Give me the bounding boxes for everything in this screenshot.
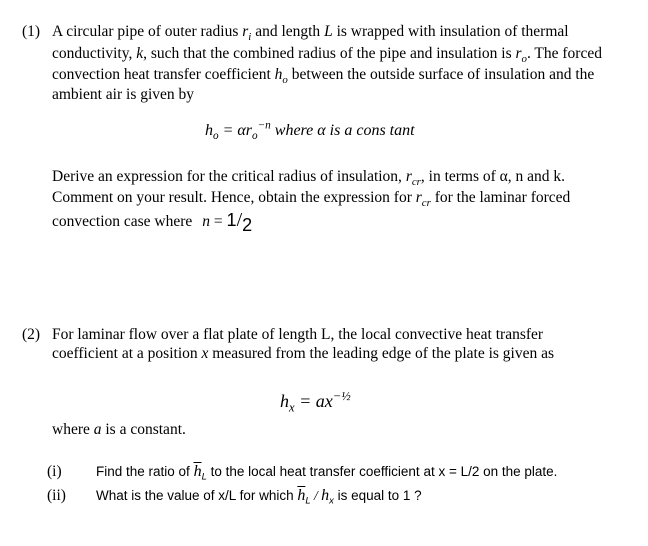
q2-text: coefficient at a position [52, 345, 202, 362]
q2-number [22, 325, 40, 345]
q2-where [52, 420, 186, 440]
eq1-where: where α is a cons tant [270, 122, 415, 139]
eq1-r-sup: −n [257, 119, 271, 132]
hx-sub: x [329, 495, 334, 507]
q1-text: Comment on your result. Hence, obtain the expression for [52, 189, 416, 206]
eq2-rhs: = ax [294, 391, 333, 411]
eq1-r-sub: o [252, 130, 258, 143]
q2-item-i [96, 463, 557, 481]
q1-text: , in terms of α, n and k. [420, 168, 566, 185]
n-den: 2 [242, 215, 253, 235]
q1-derive-line-3: convection case where n = 1/2 [52, 209, 253, 235]
ro-sub: o [521, 53, 527, 66]
eq2-lhs: h [280, 391, 289, 411]
q1-text: , such that the combined radius of the pipe and insulation is [143, 45, 516, 62]
q1-number-text: (1) [22, 23, 41, 40]
eq2-lhs-sub: x [289, 400, 295, 415]
slash: / [310, 488, 322, 503]
q2-item-i-label [47, 462, 62, 482]
hx-var: h [321, 487, 330, 504]
q1-text: between the outside surface of insulation and the [287, 66, 595, 83]
rcr-var: r [405, 168, 412, 185]
q2-item-ii [96, 487, 422, 505]
q2-item-ii-label [47, 486, 66, 506]
L-var: L [324, 23, 333, 40]
ho-sub: o [282, 74, 288, 87]
q1-text: for the laminar forced [430, 189, 571, 206]
item-label: (ii) [47, 487, 66, 504]
rcr-sub: cr [421, 197, 431, 210]
q1-derive-line-1 [52, 167, 565, 187]
item-text: What is the value of x/L for which [96, 488, 298, 503]
hL-sub: L [305, 495, 311, 507]
n-var: n [202, 213, 211, 230]
q1-text: . The forced [526, 45, 602, 62]
item-text: is equal to 1 ? [333, 488, 422, 503]
ri-sub: i [248, 31, 252, 44]
q1-line-2 [52, 44, 602, 64]
q2-line-1 [52, 325, 543, 345]
n-eq: = [210, 213, 227, 230]
q2-text: is a constant. [101, 421, 186, 438]
q1-text: Derive an expression for the critical radius of insulation, [52, 168, 406, 185]
a-var: a [93, 421, 102, 438]
q1-derive-line-2 [52, 188, 570, 208]
eq1-rhs: = αr [218, 122, 253, 139]
rcr-var: r [415, 189, 422, 206]
x-var: x [201, 345, 209, 362]
hL-var: $\overline{h}$ [297, 487, 306, 504]
q2-number-text: (2) [22, 326, 41, 343]
q1-text: A circular pipe of outer radius [52, 23, 243, 40]
eq1-lhs-sub: o [213, 130, 219, 143]
ho-var: h [274, 66, 283, 83]
q2-line-2 [52, 344, 554, 364]
q2-text: measured from the leading edge of the plate is given as [208, 345, 555, 362]
eq2-sup: −½ [332, 389, 351, 403]
item-text: Find the ratio of [96, 464, 194, 479]
q2-text: where [52, 421, 94, 438]
q2-equation [280, 389, 351, 415]
q1-text: convection heat transfer coefficient [52, 66, 275, 83]
q1-text: convection case where [52, 213, 193, 230]
ri-var: r [242, 23, 249, 40]
rcr-sub: cr [411, 176, 421, 189]
q1-text: ambient air is given by [52, 86, 195, 103]
q1-line-1 [52, 22, 569, 42]
q2-text: For laminar flow over a flat plate of length L, the local convective heat transfer [52, 326, 544, 343]
item-label: (i) [47, 463, 62, 480]
q1-text: is wrapped with insulation of thermal [332, 23, 569, 40]
hbar-var: $\overline{h}$ [193, 463, 202, 480]
ro-var: r [515, 45, 522, 62]
k-var: k [136, 45, 144, 62]
q1-text: conductivity, [52, 45, 137, 62]
q1-line-3 [52, 65, 594, 85]
hbar-sub: L [201, 471, 207, 483]
q1-text: and length [251, 23, 325, 40]
q1-number [22, 22, 40, 42]
item-text: to the local heat transfer coefficient at x = L/2 on the plate. [206, 464, 558, 479]
q1-equation [205, 119, 415, 143]
n-num: 1 [226, 210, 237, 230]
eq1-lhs: h [205, 122, 213, 139]
q1-line-4 [52, 85, 194, 105]
